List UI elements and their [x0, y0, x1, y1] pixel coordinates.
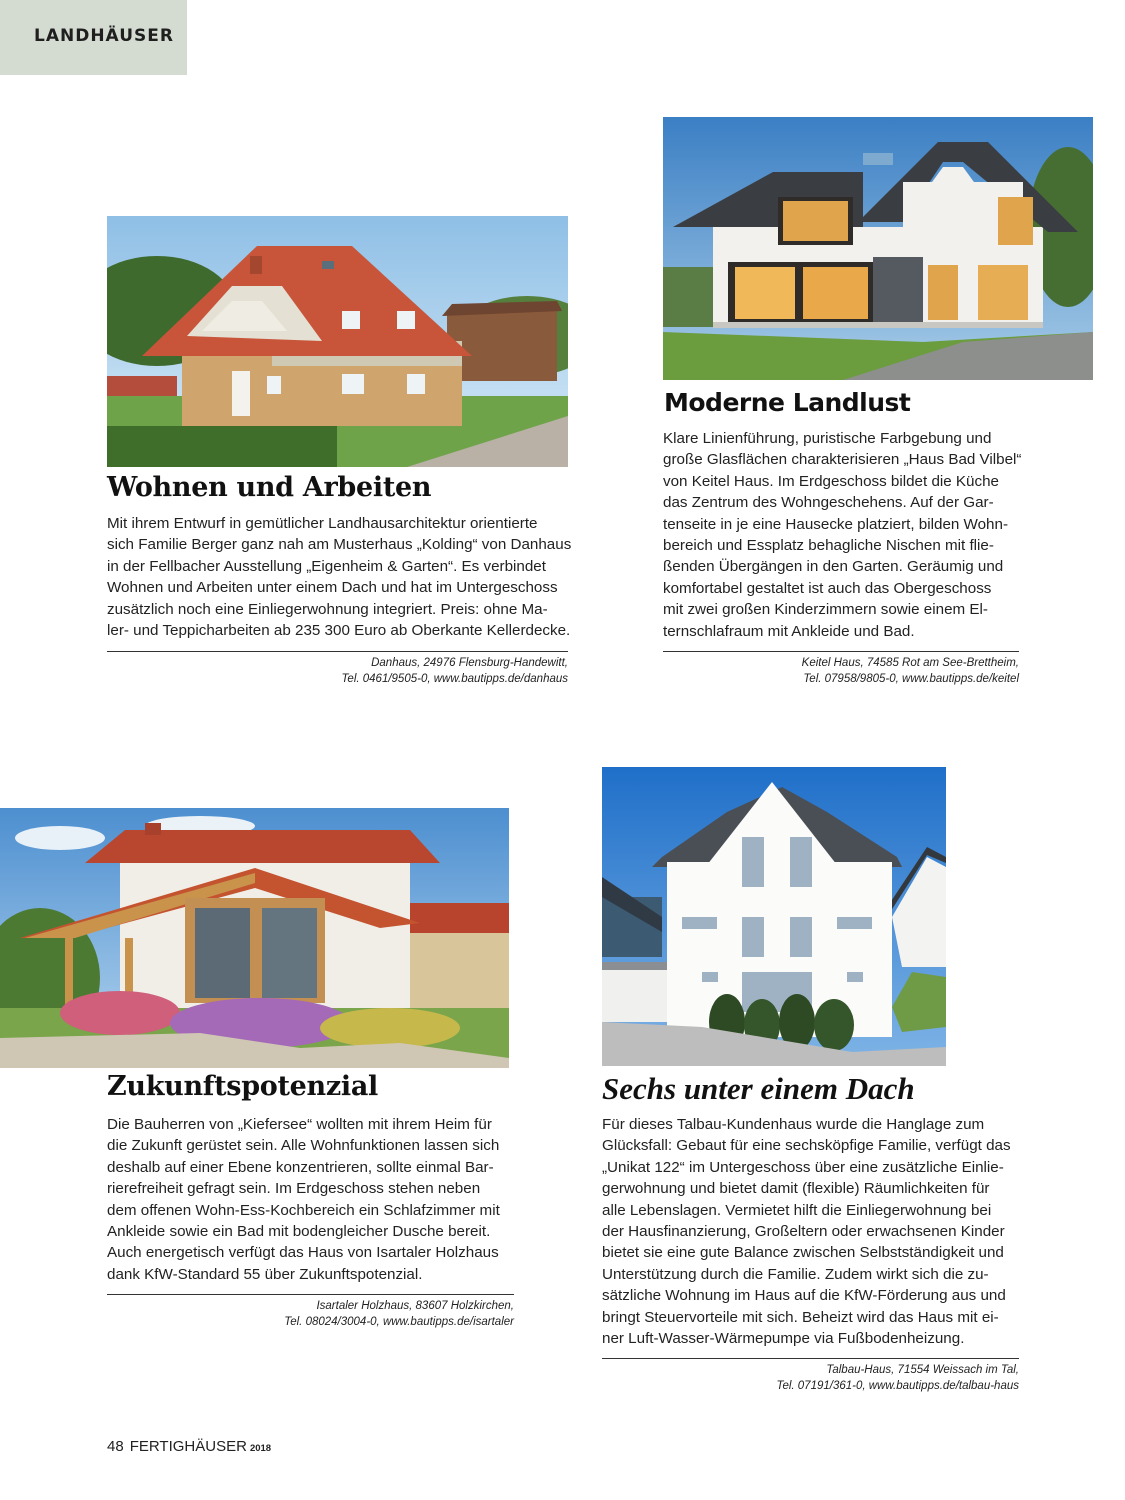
- article-body: [107, 513, 571, 641]
- body-line: mit zwei großen Kinderzimmern sowie einem El-: [663, 601, 988, 619]
- body-line: Ankleide sowie ein Bad mit bodengleicher Dusche bereit.: [107, 1223, 491, 1241]
- body-line: Klare Linienführung, puristische Farbgebung und: [663, 430, 992, 447]
- divider: [107, 651, 568, 652]
- article-body: [663, 428, 1022, 642]
- body-line: gerwohnung und bietet damit (flexible) Räumlichkeiten für: [602, 1180, 990, 1198]
- credit-line: Tel. 07958/9805-0, www.bautipps.de/keitel: [803, 673, 1019, 685]
- page-number: 48: [107, 1438, 124, 1455]
- credit-line: Danhaus, 24976 Flensburg-Handewitt,: [371, 657, 568, 669]
- body-line: von Keitel Haus. Im Erdgeschoss bildet die Küche: [663, 472, 999, 490]
- body-line: dank KfW-Standard 55 über Zukunftspotenzial.: [107, 1265, 423, 1283]
- body-line: sätzliche Wohnung im Haus auf die KfW-Förderung aus und: [602, 1287, 1006, 1305]
- body-line: die Zukunft gerüstet sein. Alle Wohnfunktionen lassen sich: [107, 1137, 500, 1155]
- body-line: zusätzlich noch eine Einliegerwohnung integriert. Preis: ohne Ma-: [107, 600, 548, 618]
- house-photo-landlust: [663, 117, 1093, 380]
- credit-line: Talbau-Haus, 71554 Weissach im Tal,: [826, 1364, 1019, 1376]
- divider: [107, 1294, 514, 1295]
- divider: [663, 651, 1019, 652]
- credit-line: Keitel Haus, 74585 Rot am See-Brettheim,: [801, 657, 1019, 669]
- body-line: Für dieses Talbau-Kundenhaus wurde die Hanglage zum: [602, 1116, 985, 1133]
- body-line: Unterstützung durch die Familie. Zudem wirkt sich die zu-: [602, 1265, 989, 1283]
- body-line: tenseite in je eine Hausecke platziert, bilden Wohn-: [663, 515, 1009, 533]
- body-line: ßenden Übergängen in den Garten. Geräumig und: [663, 558, 1004, 576]
- body-line: Die Bauherren von „Kiefersee“ wollten mit ihrem Heim für: [107, 1116, 492, 1133]
- magazine-name: FERTIGHÄUSER: [129, 1438, 247, 1455]
- article-title: Moderne Landlust: [664, 388, 911, 417]
- body-line: das Zentrum des Wohngeschehens. Auf der Gar-: [663, 494, 994, 512]
- body-line: bereich und Essplatz behagliche Nischen mit flie-: [663, 537, 994, 555]
- article-credit: [107, 1298, 514, 1330]
- body-line: deshalb auf einer Ebene konzentrieren, sollte einmal Bar-: [107, 1158, 494, 1176]
- body-line: ternschlafraum mit Ankleide und Bad.: [663, 622, 915, 640]
- body-line: Wohnen und Arbeiten unter einem Dach und hat im Untergeschoss: [107, 579, 558, 597]
- body-line: bringt Steuervorteile mit sich. Beheizt wird das Haus mit ei-: [602, 1308, 999, 1326]
- house-photo-zukunft: [0, 808, 509, 1068]
- credit-line: Tel. 07191/361-0, www.bautipps.de/talbau-haus: [776, 1380, 1019, 1392]
- body-line: alle Lebenslagen. Vermietet hilft die Einliegerwohnung bei: [602, 1201, 992, 1219]
- credit-line: Tel. 0461/9505-0, www.bautipps.de/danhaus: [341, 673, 568, 685]
- body-line: komfortabel gestaltet ist auch das Obergeschoss: [663, 579, 992, 597]
- article-credit: [663, 655, 1019, 687]
- credit-line: Isartaler Holzhaus, 83607 Holzkirchen,: [316, 1300, 514, 1312]
- article-credit: [602, 1362, 1019, 1394]
- body-line: der Hausfinanzierung, Großeltern oder erwachsenen Kinder: [602, 1223, 1005, 1241]
- article-body: [602, 1114, 1011, 1349]
- body-line: dem offenen Wohn-Ess-Kochbereich ein Schlafzimmer mit: [107, 1201, 500, 1219]
- divider: [602, 1358, 1019, 1359]
- body-line: Mit ihrem Entwurf in gemütlicher Landhausarchitektur orientierte: [107, 515, 538, 532]
- body-line: in der Fellbacher Ausstellung „Eigenheim & Garten“. Es verbindet: [107, 557, 546, 575]
- article-body: [107, 1114, 500, 1285]
- body-line: ler- und Teppicharbeiten ab 235 300 Euro ab Oberkante Kellerdecke.: [107, 622, 571, 640]
- body-line: bietet sie eine gute Balance zwischen Selbstständigkeit und: [602, 1244, 1004, 1262]
- page-footer: [107, 1438, 271, 1455]
- house-photo-wohnen: [107, 216, 568, 467]
- article-title: Wohnen und Arbeiten: [107, 472, 432, 503]
- credit-line: Tel. 08024/3004-0, www.bautipps.de/isartaler: [284, 1316, 514, 1328]
- magazine-year: 2018: [249, 1443, 272, 1454]
- body-line: große Glasflächen charakterisieren „Haus Bad Vilbel“: [663, 451, 1022, 469]
- section-label: LANDHÄUSER: [0, 0, 187, 75]
- house-photo-sechs: [602, 767, 946, 1066]
- body-line: Auch energetisch verfügt das Haus von Isartaler Holzhaus: [107, 1244, 499, 1262]
- article-title: Sechs unter einem Dach: [602, 1071, 915, 1106]
- body-line: sich Familie Berger ganz nah am Musterhaus „Kolding“ von Danhaus: [107, 536, 572, 554]
- body-line: Glücksfall: Gebaut für eine sechsköpfige Familie, verfügt das: [602, 1137, 1011, 1155]
- article-credit: [107, 655, 568, 687]
- article-title: Zukunftspotenzial: [107, 1071, 379, 1102]
- body-line: „Unikat 122“ im Untergeschoss über eine zusätzliche Einlie-: [602, 1158, 1004, 1176]
- body-line: ner Luft-Wasser-Wärmepumpe via Fußbodenheizung.: [602, 1330, 965, 1348]
- body-line: rierefreiheit gefragt sein. Im Erdgeschoss stehen neben: [107, 1180, 481, 1198]
